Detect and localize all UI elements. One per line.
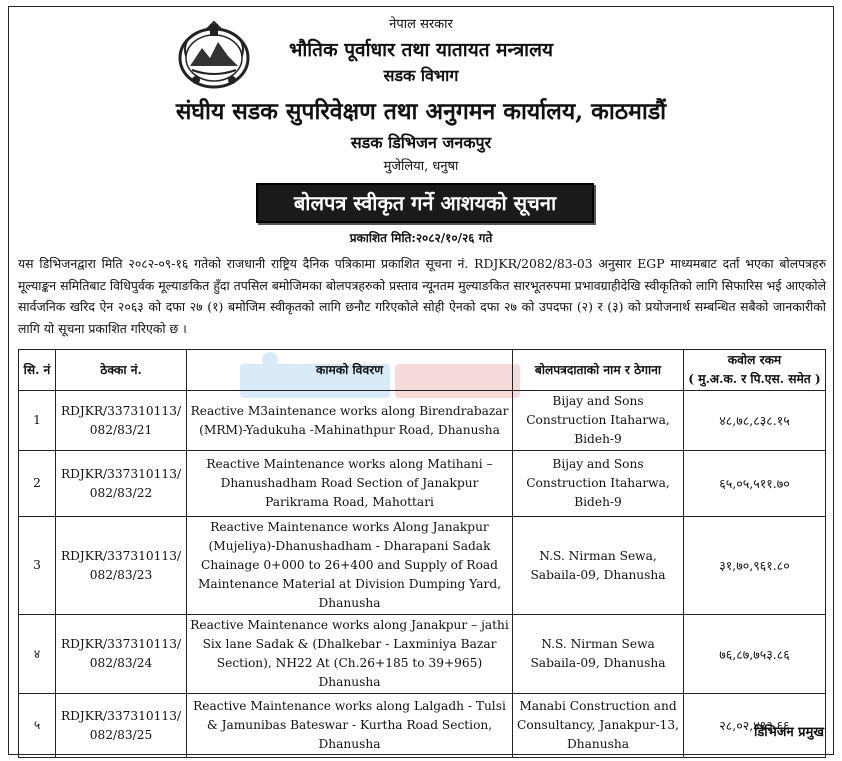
cell-amount: ६५,०५,५११.७० xyxy=(684,451,826,517)
cell-contract: RDJKR/337310113/ 082/83/22 xyxy=(56,451,187,517)
cell-contract: RDJKR/337310113/ 082/83/24 xyxy=(56,615,187,694)
header-amount-note: ( मु.अ.क. र पि.एस. समेत ) xyxy=(688,372,821,386)
header-amount xyxy=(684,350,826,391)
cell-amount: ४८,७८,८३८.१५ xyxy=(684,391,826,451)
cell-sn: 3 xyxy=(19,517,56,615)
table-row xyxy=(19,391,826,451)
division-name: सडक डिभिजन जनकपुर xyxy=(350,133,492,152)
cell-amount: ७६,८७,७५३.८६ xyxy=(684,615,826,694)
government-name: नेपाल सरकार xyxy=(389,17,453,32)
cell-bidder: N.S. Nirman Sewa Sabaila-09, Dhanusha xyxy=(513,615,684,694)
header-sn: सि. नं xyxy=(19,350,56,391)
header-bidder: बोलपत्रदाताको नाम र ठेगाना xyxy=(513,350,684,391)
cell-bidder: Bijay and Sons Construction Itaharwa, Bideh-9 xyxy=(513,391,684,451)
table-row xyxy=(19,694,826,758)
awarded-works-table xyxy=(18,349,826,758)
cell-description: Reactive Maintenance works along Matihani – Dhanushadham Road Section of Janakpur Parikrama Road, Mahottari xyxy=(187,451,513,517)
table-row xyxy=(19,615,826,694)
published-date: प्रकाशित मिति:२०८२/१०/२६ गते xyxy=(349,231,493,245)
cell-contract: RDJKR/337310113/ 082/83/23 xyxy=(56,517,187,615)
cell-description: Reactive Maintenance works along Lalgadh - Tulsi & Jamunibas Bateswar - Kurtha Road Section, Dhanusha xyxy=(187,694,513,758)
cell-bidder: Manabi Construction and Consultancy, Janakpur-13, Dhanusha xyxy=(513,694,684,758)
cell-description: Reactive Maintenance works Along Janakpur (Mujeliya)-Dhanushadham - Dharapani Sadak Chainage 0+000 to 26+400 and Supply of Road Maintenance Material at Division Dumping Yard, Dhanusha xyxy=(187,517,513,615)
cell-contract: RDJKR/337310113/ 082/83/21 xyxy=(56,391,187,451)
notice-body: यस डिभिजनद्वारा मिति २०८२-०९-१६ गतेको राजधानी राष्ट्रिय दैनिक पत्रिकामा प्रकाशित सूचना नं. RDJKR/2082/83-03 अनुसार EGP माध्यमबाट दर्ता भएका बोलपत्रहरु मूल्याङ्कन समितिबाट विधिपुर्वक मूल्याङकित हुँदा तपसिल बमोजिमका बोलपत्रहरुको प्रस्ताव न्यूनतम मुल्याङकित सारभूतरुपमा प्रभावग्राहीदेखि स्वीकृतिको लागि सिफारिस भई आएकोले सार्वजनिक खरिद ऐन २०६३ को दफा २७ (१) बमोजिम स्वीकृतको लागि छनौट गरिएकोले सोही ऐनको दफा २७ को उपदफा (२) र (३) को प्रयोजनार्थ सम्बन्धित सबैको जानकारीको लागि यो सूचना प्रकाशित गरिएको छ । xyxy=(18,256,826,336)
cell-sn: ४ xyxy=(19,615,56,694)
cell-contract: RDJKR/337310113/ 082/83/25 xyxy=(56,694,187,758)
cell-bidder: Bijay and Sons Construction Itaharwa, Bideh-9 xyxy=(513,451,684,517)
ministry-name: भौतिक पूर्वाधार तथा यातायत मन्त्रालय xyxy=(288,39,554,61)
header-amount-label: कवोल रकम xyxy=(727,353,782,367)
table-row xyxy=(19,451,826,517)
department-name: सडक विभाग xyxy=(383,66,459,85)
cell-description: Reactive M3aintenance works along Birendrabazar (MRM)-Yadukuha -Mahinathpur Road, Dhanusha xyxy=(187,391,513,451)
signoff-title: डिभिजन प्रमुख xyxy=(753,725,824,740)
cell-amount: २८,०२,४९३.६६ xyxy=(684,694,826,758)
cell-bidder: N.S. Nirman Sewa, Sabaila-09, Dhanusha xyxy=(513,517,684,615)
cell-description: Reactive Maintenance works along Janakpur – jathi Six lane Sadak & (Dhalkebar - Laxminiya Bazar Section), NH22 At (Ch.26+185 to 39+965) Dhanusha xyxy=(187,615,513,694)
cell-sn: 1 xyxy=(19,391,56,451)
cell-amount: ३१,७०,९६१.८० xyxy=(684,517,826,615)
table-row xyxy=(19,517,826,615)
division-location: मुजेलिया, धनुषा xyxy=(383,159,459,174)
header-contract: ठेक्का नं. xyxy=(56,350,187,391)
table-header-row xyxy=(19,350,826,391)
notice-title: बोलपत्र स्वीकृत गर्ने आशयको सूचना xyxy=(256,183,594,223)
cell-sn: ५ xyxy=(19,694,56,758)
cell-sn: 2 xyxy=(19,451,56,517)
office-name: संघीय सडक सुपरिवेक्षण तथा अनुगमन कार्यालय, काठमाडौं xyxy=(175,98,667,125)
header-description: कामको विवरण xyxy=(187,350,513,391)
